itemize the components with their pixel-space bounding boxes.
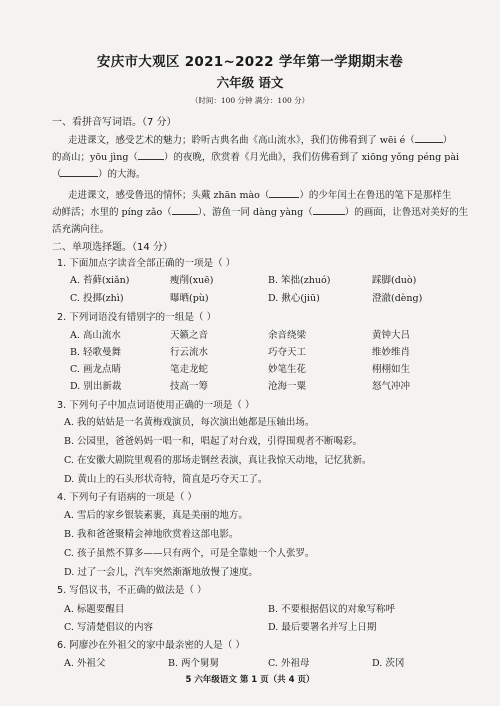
question-5: 5. 写倡议书，不正确的做法是（ ） [57,585,207,596]
exam-subtitle: 六年级 语文 [216,75,284,90]
q2-option[interactable]: 技高一筹 [170,381,209,392]
q2-option[interactable]: A. 高山流水 [70,330,121,341]
q1-option[interactable]: 瘦削(xuē) [170,275,214,286]
q2-option[interactable]: 余音绕梁 [268,330,307,341]
section2-heading: 二、单项选择题。（14 分） [52,242,173,253]
q4-option[interactable]: D. 过了一会儿，汽车突然渐渐地放慢了速度。 [64,567,258,578]
q5-option[interactable]: C. 写清楚倡议的内容 [64,622,153,633]
question-1: 1. 下面加点字读音全部正确的一项是（ ） [57,258,236,269]
q2-option[interactable]: 黄钟大吕 [372,330,411,341]
q5-option[interactable]: A. 标题要醒目 [64,604,125,615]
answer-blank[interactable] [269,197,299,198]
q5-option[interactable]: B. 不要根据倡议的对象写称呼 [268,604,396,615]
q2-option[interactable]: C. 画龙点睛 [70,364,121,375]
answer-blank[interactable] [313,214,345,215]
q2-option[interactable]: D. 别出新裁 [70,381,122,392]
q4-option[interactable]: C. 孩子虽然不算多——只有两个，可是全靠她一个人张罗。 [64,548,315,559]
passage1-line1: 走进课文，感受艺术的魅力；聆听古典名曲《高山流水》，我们仿佛看到了 wēi é（ ） [68,135,453,146]
q2-option[interactable]: 笔走龙蛇 [170,364,209,375]
q1-option[interactable]: D. 揪心(jiū) [268,293,320,304]
q5-option[interactable]: D. 最后要署名并写上日期 [268,622,377,633]
q1-option[interactable]: A. 苔藓(xiǎn) [70,275,130,286]
passage2-line2: 动鲜活；水里的 píng zǎo（ ）、游鱼一同 dàng yàng（ ）的画面，让鲁迅对美好的生 [52,207,469,218]
q2-option[interactable]: 巧夺天工 [268,347,307,358]
passage2-line3: 活充满向往。 [52,224,110,235]
q1-option[interactable]: 澄澈(dèng) [372,293,423,304]
q2-option[interactable]: 妙笔生花 [268,364,307,375]
q3-option[interactable]: A. 我的姑姑是一名黄梅戏演员，每次演出她都是压轴出场。 [64,417,315,428]
page-footer: 5 六年级语文 第 1 页（共 4 页） [185,675,315,685]
answer-blank[interactable] [138,159,164,160]
answer-blank[interactable] [172,214,198,215]
q1-option[interactable]: C. 投掷(zhì) [70,293,124,304]
q4-option[interactable]: B. 我和爸爸聚精会神地欣赏着这部电影。 [64,529,239,540]
q1-option[interactable]: 踩脚(duò) [372,275,417,286]
answer-blank[interactable] [60,176,98,177]
q2-option[interactable]: 怒气冲冲 [372,381,411,392]
question-3: 3. 下列句子中加点词语使用正确的一项是（ ） [57,400,255,411]
q1-option[interactable]: 曝晒(pù) [170,293,209,304]
q6-option[interactable]: B. 两个舅舅 [168,658,220,669]
exam-info: （时间：100 分钟 满分：100 分） [190,96,310,105]
passage1-line3: （ ）的大海。 [52,169,146,180]
q2-option[interactable]: 栩栩如生 [372,364,411,375]
q2-option[interactable]: B. 轻歌曼舞 [70,347,122,358]
q3-option[interactable]: D. 黄山上的石头形状奇特，简直是巧夺天工了。 [64,474,268,485]
q3-option[interactable]: C. 在安徽大剧院里观看的那场走钢丝表演，真让我惊天动地，记忆犹新。 [64,455,372,466]
passage2-line1: 走进课文，感受鲁迅的情怀；头戴 zhān mào（ ）的少年闰土在鲁迅的笔下是那样生 [68,190,452,201]
answer-blank[interactable] [415,142,443,143]
exam-title: 安庆市大观区 2021~2022 学年第一学期期末卷 [96,54,404,70]
q2-option[interactable]: 天籁之音 [170,330,209,341]
q6-option[interactable]: D. 茨冈 [372,658,405,669]
q2-option[interactable]: 行云流水 [170,347,209,358]
q6-option[interactable]: A. 外祖父 [64,658,106,669]
passage1-line2: 的高山；yōu jìng（ ）的夜晚，欣赏着《月光曲》，我们仿佛看到了 xiōng yǒng péng pài [52,152,460,163]
q2-option[interactable]: 沧海一粟 [268,381,307,392]
q6-option[interactable]: C. 外祖母 [268,658,310,669]
q3-option[interactable]: B. 公园里，爸爸妈妈一唱一和，唱起了对台戏，引得围观者不断喝彩。 [64,436,363,447]
question-2: 2. 下列词语没有错别字的一组是（ ） [57,312,217,323]
q1-option[interactable]: B. 笨拙(zhuó) [268,275,331,286]
q2-option[interactable]: 维妙维肖 [372,347,411,358]
question-6: 6. 阿廖沙在外祖父的家中最亲密的人是（ ） [57,640,245,651]
section1-heading: 一、看拼音写词语。（7 分） [52,117,177,128]
question-4: 4. 下列句子有语病的一项是（ ） [57,492,197,503]
q4-option[interactable]: A. 雪后的家乡银装素裹，真是美丽的地方。 [64,510,248,521]
